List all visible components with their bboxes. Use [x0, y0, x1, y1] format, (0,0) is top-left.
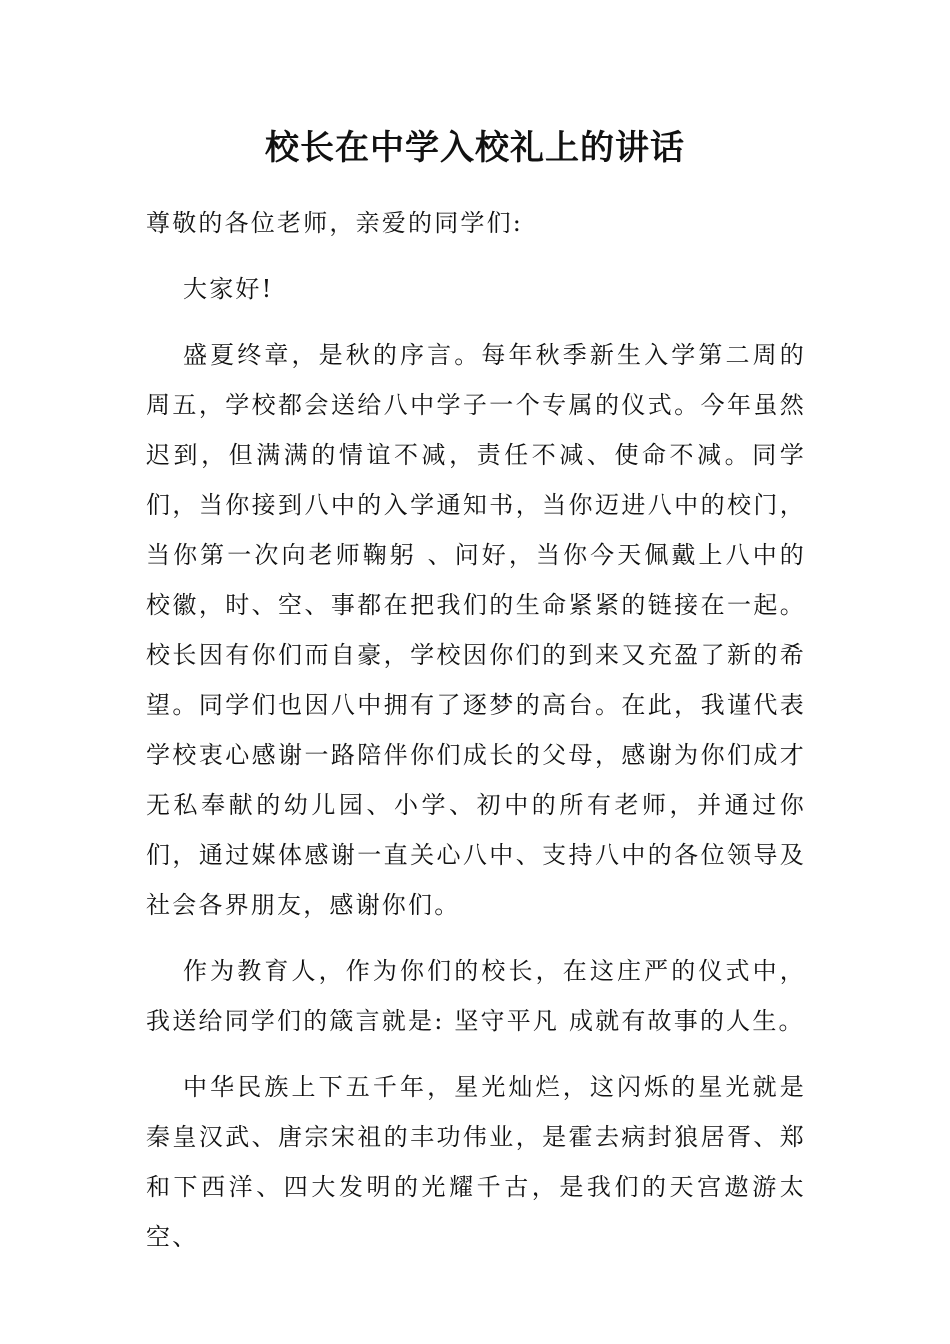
paragraph-motto: 作为教育人，作为你们的校长，在这庄严的仪式中，我送给同学们的箴言就是: 坚守平凡 成就有故事的人生。 [146, 957, 806, 1035]
paragraph-greeting: 大家好! [183, 275, 274, 303]
paragraph-opening: 盛夏终章，是秋的序言。每年秋季新生入学第二周的周五，学校都会送给八中学子一个专属的仪式。今年虽然迟到，但满满的情谊不减，责任不减、使命不减。同学们，当你接到八中的入学通知书，当你迈进八中的校门，当你第一次向老师鞠躬 、问好，当你今天佩戴上八中的校徽，时、空、事都在把我们的生命紧紧的链接在一起。校长因有你们而自豪，学校因你们的到来又充盈了新的希望。同学们也因八中拥有了逐梦的高台。在此，我谨代表学校衷心感谢一路陪伴你们成长的父母，感谢为你们成才无私奉献的幼儿园、小学、初中的所有老师，并通过你们，通过媒体感谢一直关心八中、支持八中的各位领导及社会各界朋友，感谢你们。 [146, 341, 806, 919]
paragraph-history: 中华民族上下五千年，星光灿烂，这闪烁的星光就是秦皇汉武、唐宗宋祖的丰功伟业，是霍去病封狼居胥、郑和下西洋、四大发明的光耀千古，是我们的天宫遨游太空、 [146, 1073, 806, 1251]
salutation: 尊敬的各位老师，亲爱的同学们: [146, 209, 524, 237]
document-title: 校长在中学入校礼上的讲话 [265, 128, 685, 168]
document-body [146, 198, 806, 1278]
